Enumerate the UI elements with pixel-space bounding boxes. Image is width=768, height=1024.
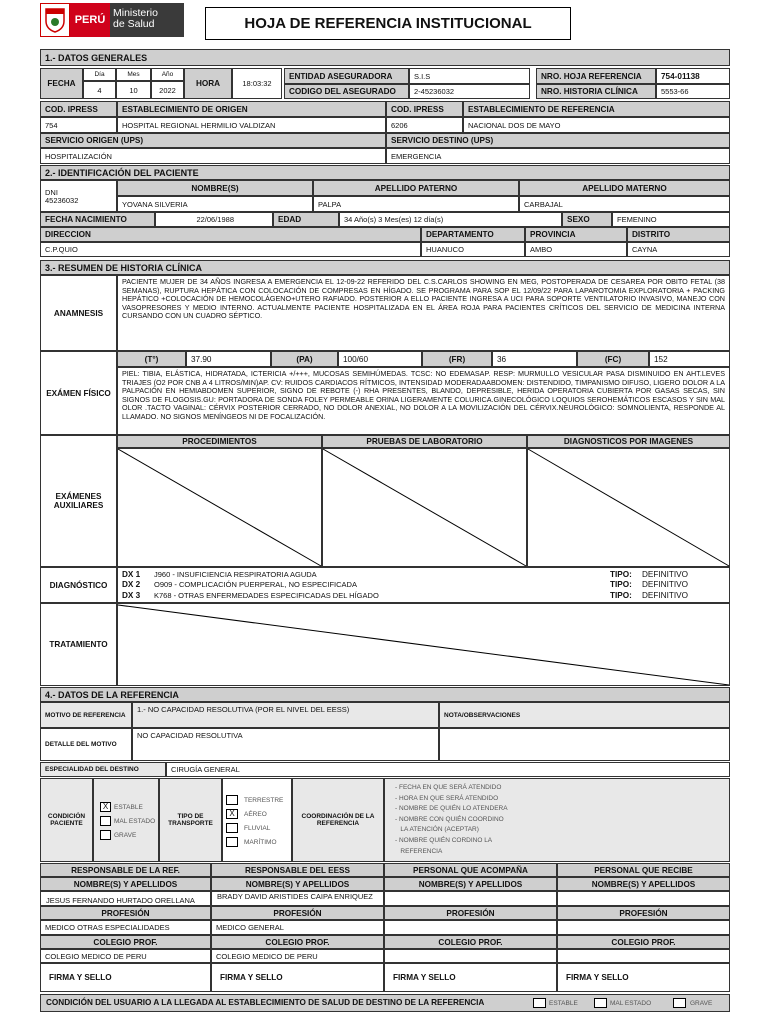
motivo-value: 1.- NO CAPACIDAD RESOLUTIVA (POR EL NIVEL DEL EESS) [132, 702, 439, 728]
recibe-prof-label: PROFESIÓN [557, 906, 730, 920]
especialidad-value: CIRUGÍA GENERAL [166, 762, 730, 777]
footer-grave-label: GRAVE [690, 1000, 713, 1007]
fc-label: (FC) [577, 351, 649, 367]
dia-label: Día [83, 68, 116, 81]
est-origen-label: ESTABLECIMIENTO DE ORIGEN [117, 101, 386, 117]
logo-salud-text: de Salud [113, 18, 155, 30]
laboratorio-strike [323, 449, 526, 566]
resp-eess-title: RESPONSABLE DEL EESS [211, 863, 384, 877]
cond-estable-label: ESTABLE [114, 804, 143, 811]
ap-pat-value: PALPA [313, 196, 519, 212]
footer-condicion-label: CONDICIÓN DEL USUARIO A LA LLEGADA AL ESTABLECIMIENTO DE SALUD DE DESTINO DE LA REFERENCIA [46, 998, 485, 1007]
provincia-value: AMBO [525, 242, 627, 257]
procedimientos-label: PROCEDIMIENTOS [117, 435, 322, 448]
transporte-options [222, 778, 292, 862]
transp-terrestre-label: TERRESTRE [244, 797, 284, 804]
acompana-colegio-label: COLEGIO PROF. [384, 935, 557, 949]
footer-mal-estado-label: MAL ESTADO [610, 1000, 652, 1007]
coord-line-4: - NOMBRE CON QUIÉN COORDINO [395, 815, 504, 823]
dx-1-tipo: DEFINITIVO [642, 569, 688, 579]
fr-value: 36 [492, 351, 577, 367]
logo-ministerio-text: Ministerio [113, 7, 158, 19]
examen-label: EXÁMEN FÍSICO [40, 351, 117, 435]
coord-line-6: - NOMBRE QUIÉN CORDINO LA [395, 836, 493, 844]
transp-maritimo-label: MARÍTIMO [244, 839, 277, 846]
resp-ref-colegio-label: COLEGIO PROF. [40, 935, 211, 949]
fnac-value: 22/06/1988 [155, 212, 273, 227]
resp-eess-nombre-label: NOMBRE(S) Y APELLIDOS [211, 877, 384, 891]
serv-destino-value: EMERGENCIA [386, 148, 730, 164]
examen-text: PIEL: TIBIA, ELÁSTICA, HIDRATADA, ICTERICIA +/+++, MUCOSAS SEMIHÚMEDAS. TCSC: NO EDEMASAP. RESP: MURMULLO VESICULAR PASA DISMINUIDO EN AHT.LEVES TRIAJES (O2 POR CNB A 4 LITROS/MIN)AP. CV: RUIDOS CARDIACOS RÍTMICOS, INTENSIDAD MODERADAABDOMEN: DISTENDIDO, TIMPANISMO DIFUSO, LIGERO DOLOR A LA PALPACIÓN EN HEMIABDOMEN SUPERIOR, SIGNO DE REBOTE (-) RHA PRESENTES, BLANDO, DEPRESIBLE, HERIDA OPERATORIA CUBIERTA POR GASAS SECAS, SIN SIGNOS DE FLOGOSIS.GU: PORTADORA DE SONDA FOLEY PERMEABLE ORINA LIGERAMENTE COLURICA.GINECOLÓGICO LOQUIOS SEROHEMÁTICOS ESCASOS Y SIN MAL OLOR .TACTO VAGINAL: CÉRVIX POSTERIOR CERRADO, NO DOLOR ANEXIAL, NO DOLOR A LA MOVILIZACIÓN DEL CÉRVIX.NEUROLÓGICO: SOMNOLIENTA, RESPONDE AL LLAMADO. NO SIGNOS MENÍNGEOS NI DE FOCALIZACIÓN. [117, 367, 730, 435]
transp-aereo-checkbox[interactable]: X [226, 809, 238, 819]
transp-aereo-label: AÉREO [244, 811, 267, 818]
provincia-label: PROVINCIA [525, 227, 627, 242]
mes-label: Mes [116, 68, 151, 81]
coord-line-5: LA ATENCIÓN (ACEPTAR) [395, 826, 479, 834]
logo-peru-box: PERÚ [70, 3, 110, 37]
condicion-label: CONDICIÓN PACIENTE [40, 778, 93, 862]
resp-ref-nombre-label: NOMBRE(S) Y APELLIDOS [40, 877, 211, 891]
resp-ref-prof: MEDICO OTRAS ESPECIALIDADES [40, 920, 211, 935]
tratamiento-label: TRATAMIENTO [40, 603, 117, 686]
coord-line-1: - FECHA EN QUE SERÁ ATENDIDO [395, 784, 502, 791]
direccion-label: DIRECCION [40, 227, 421, 242]
dx-2-label: DX 2 [122, 580, 141, 590]
detalle-value: NO CAPACIDAD RESOLUTIVA [132, 728, 439, 761]
dni-label: DNI [45, 188, 58, 197]
cod-ipress-ref-label: COD. IPRESS [386, 101, 463, 117]
recibe-prof [557, 920, 730, 935]
distrito-label: DISTRITO [627, 227, 730, 242]
cond-mal-estado-label: MAL ESTADO [114, 818, 156, 825]
nro-hc-label: NRO. HISTORIA CLÍNICA [536, 84, 656, 99]
est-origen-value: HOSPITAL REGIONAL HERMILIO VALDIZAN [117, 117, 386, 133]
fr-label: (FR) [422, 351, 492, 367]
fecha-label: FECHA [40, 68, 83, 99]
hora-label: HORA [184, 68, 232, 99]
acompana-firma: FIRMA Y SELLO [384, 963, 557, 992]
entidad-label: ENTIDAD ASEGURADORA [284, 68, 409, 84]
t-value: 37.90 [186, 351, 271, 367]
dx-1-tipo-label: TIPO: [610, 569, 632, 579]
transp-terrestre-checkbox[interactable] [226, 795, 238, 805]
ap-mat-value: CARBAJAL [519, 196, 730, 212]
departamento-label: DEPARTAMENTO [421, 227, 525, 242]
serv-origen-label: SERVICIO ORIGEN (UPS) [40, 133, 386, 148]
nro-hc-value: 5553-66 [656, 84, 730, 99]
cod-ipress-origen-label: COD. IPRESS [40, 101, 117, 117]
dx-2-tipo: DEFINITIVO [642, 580, 688, 590]
footer-condicion-row [40, 994, 730, 1012]
dx-1-code: J960 - INSUFICIENCIA RESPIRATORIA AGUDA [154, 569, 317, 579]
footer-estable-checkbox[interactable] [533, 998, 546, 1008]
acompana-nombre [384, 891, 557, 906]
dx-1-label: DX 1 [122, 569, 141, 579]
distrito-value: CAYNA [627, 242, 730, 257]
anamnesis-text: PACIENTE MUJER DE 34 AÑOS INGRESA A EMERGENCIA EL 12-09-22 REFERIDO DEL C.S.CARLOS SHOWING EN MEG, POSTOPERADA DE CESAREA POR OBITO FETAL (38 SEMANAS), RUPTURA HEPÁTICA CON COLOCACIÓN DE COMPRESAS EN HÍGADO. SE PROGRAMA PARA SOP EL 12/09/22 PARA LAPAROTOMIA EXPLORATORIA + PACKING HEPÁTICO +COLOCACIÓN DE HEMOCOLÁGENO+UTERO RAFIADO. POSTERIOR A ELLO PACIENTE INGRESA A UCI PARA SOPORTE VENTILATORIO INVASIVO, MANEJO CON VASOPRESORES Y MEDIO INTERNO. ACTUALMENTE PACIENTE HOSPITALIZADA EN EL ÁREA ROJA PARA PACIENTES CRÍTICOS DEL SERVICIO DE MEDICINA INTERNA CURSANDO CON UN CUADRO SÉPTICO. [117, 275, 730, 351]
resp-ref-nombre: JESUS FERNANDO HURTADO ORELLANA [40, 891, 211, 906]
sexo-label: SEXO [562, 212, 612, 227]
especialidad-label: ESPECIALIDAD DEL DESTINO [40, 762, 166, 777]
direccion-value: C.P.QUIO [40, 242, 421, 257]
codigo-asegurado-label: CODIGO DEL ASEGURADO [284, 84, 409, 99]
hora-value: 18:03:32 [232, 68, 282, 99]
motivo-label: MOTIVO DE REFERENCIA [40, 702, 132, 728]
dx-row-3 [118, 590, 729, 601]
resp-ref-title: RESPONSABLE DE LA REF. [40, 863, 211, 877]
coord-line-2: - HORA EN QUE SERÁ ATENDIDO [395, 794, 499, 802]
aux-label: EXÁMENES AUXILIARES [40, 435, 117, 567]
transp-fluvial-label: FLUVIAL [244, 825, 271, 832]
section-3-header: 3.- RESUMEN DE HISTORIA CLÍNICA [40, 260, 730, 275]
footer-estable-label: ESTABLE [549, 1000, 578, 1007]
entidad-value: S.I.S [409, 68, 530, 84]
codigo-asegurado-value: 2-45236032 [409, 84, 530, 99]
anio-value: 2022 [151, 81, 184, 99]
cond-grave-checkbox[interactable] [100, 830, 111, 840]
acompana-nombre-label: NOMBRE(S) Y APELLIDOS [384, 877, 557, 891]
tipo-transporte-label: TIPO DE TRANSPORTE [159, 778, 222, 862]
nro-hoja-value: 754-01138 [656, 68, 730, 84]
resp-eess-nombre: BRADY DAVID ARISTIDES CAIPA ENRIQUEZ [211, 891, 384, 906]
dx-2-code: O909 - COMPLICACIÓN PUERPERAL, NO ESPECIFICADA [154, 580, 357, 590]
nombres-label: NOMBRE(S) [117, 180, 313, 196]
ap-mat-label: APELLIDO MATERNO [519, 180, 730, 196]
cond-mal-estado-checkbox[interactable] [100, 816, 111, 826]
dni-value: 45236032 [45, 196, 79, 205]
dx-3-tipo-label: TIPO: [610, 590, 632, 600]
cond-grave-label: GRAVE [114, 832, 137, 839]
resp-eess-colegio-label: COLEGIO PROF. [211, 935, 384, 949]
dx-row-1 [118, 569, 729, 580]
imagenes-label: DIAGNOSTICOS POR IMAGENES [527, 435, 730, 448]
personal-acompana-title: PERSONAL QUE ACOMPAÑA [384, 863, 557, 877]
acompana-prof [384, 920, 557, 935]
edad-value: 34 Año(s) 3 Mes(es) 12 día(s) [339, 212, 562, 227]
tratamiento-box [117, 603, 730, 686]
diagnostico-label: DIAGNÓSTICO [40, 567, 117, 603]
serv-destino-label: SERVICIO DESTINO (UPS) [386, 133, 730, 148]
recibe-colegio [557, 949, 730, 963]
imagenes-strike [528, 449, 729, 566]
dx-row-2 [118, 580, 729, 591]
serv-origen-value: HOSPITALIZACIÓN [40, 148, 386, 164]
fc-value: 152 [649, 351, 730, 367]
resp-ref-colegio: COLEGIO MEDICO DE PERU [40, 949, 211, 963]
fnac-label: FECHA NACIMIENTO [40, 212, 155, 227]
footer-grave-checkbox[interactable] [673, 998, 686, 1008]
recibe-nombre-label: NOMBRE(S) Y APELLIDOS [557, 877, 730, 891]
recibe-colegio-label: COLEGIO PROF. [557, 935, 730, 949]
nombres-value: YOVANA SILVERIA [117, 196, 313, 212]
coord-line-7: REFERENCIA [395, 847, 443, 855]
transp-fluvial-checkbox[interactable] [226, 823, 238, 833]
est-ref-value: NACIONAL DOS DE MAYO [463, 117, 730, 133]
recibe-firma: FIRMA Y SELLO [557, 963, 730, 992]
pa-label: (PA) [271, 351, 338, 367]
cod-ipress-origen-value: 754 [40, 117, 117, 133]
section-4-header: 4.- DATOS DE LA REFERENCIA [40, 687, 730, 702]
detalle-label: DETALLE DEL MOTIVO [40, 728, 132, 761]
recibe-nombre [557, 891, 730, 906]
cond-estable-checkbox[interactable]: X [100, 802, 111, 812]
ap-pat-label: APELLIDO PATERNO [313, 180, 519, 196]
nota-value [439, 728, 730, 761]
departamento-value: HUANUCO [421, 242, 525, 257]
laboratorio-label: PRUEBAS DE LABORATORIO [322, 435, 527, 448]
cod-ipress-ref-value: 6206 [386, 117, 463, 133]
dx-3-tipo: DEFINITIVO [642, 590, 688, 600]
edad-label: EDAD [273, 212, 339, 227]
nro-hoja-label: NRO. HOJA REFERENCIA [536, 68, 656, 84]
resp-eess-colegio: COLEGIO MEDICO DE PERU [211, 949, 384, 963]
coordinacion-list [384, 778, 730, 862]
section-1-header: 1.- DATOS GENERALES [40, 49, 730, 66]
diagnostico-list [117, 567, 730, 603]
resp-ref-prof-label: PROFESIÓN [40, 906, 211, 920]
acompana-colegio [384, 949, 557, 963]
condicion-options [93, 778, 159, 862]
coord-line-3: - NOMBRE DE QUIÉN LO ATENDERA [395, 805, 508, 813]
transp-maritimo-checkbox[interactable] [226, 837, 238, 847]
resp-eess-firma: FIRMA Y SELLO [211, 963, 384, 992]
nota-label: NOTA/OBSERVACIONES [439, 702, 730, 728]
resp-eess-prof-label: PROFESIÓN [211, 906, 384, 920]
mes-value: 10 [116, 81, 151, 99]
resp-eess-prof: MEDICO GENERAL [211, 920, 384, 935]
sexo-value: FEMENINO [612, 212, 730, 227]
dia-value: 4 [83, 81, 116, 99]
t-label: (T°) [117, 351, 186, 367]
dx-2-tipo-label: TIPO: [610, 580, 632, 590]
anio-label: Año [151, 68, 184, 81]
procedimientos-strike [118, 449, 321, 566]
footer-mal-estado-checkbox[interactable] [594, 998, 607, 1008]
pa-value: 100/60 [338, 351, 422, 367]
coordinacion-label: COORDINACIÓN DE LA REFERENCIA [292, 778, 384, 862]
dx-3-label: DX 3 [122, 590, 141, 600]
personal-recibe-title: PERSONAL QUE RECIBE [557, 863, 730, 877]
acompana-prof-label: PROFESIÓN [384, 906, 557, 920]
page-title: HOJA DE REFERENCIA INSTITUCIONAL [205, 7, 571, 40]
section-2-header: 2.- IDENTIFICACIÓN DEL PACIENTE [40, 165, 730, 180]
resp-ref-firma: FIRMA Y SELLO [40, 963, 211, 992]
dx-3-code: K768 - OTRAS ENFERMEDADES ESPECIFICADAS DEL HÍGADO [154, 590, 379, 600]
est-ref-label: ESTABLECIMIENTO DE REFERENCIA [463, 101, 730, 117]
anamnesis-label: ANAMNESIS [40, 275, 117, 351]
